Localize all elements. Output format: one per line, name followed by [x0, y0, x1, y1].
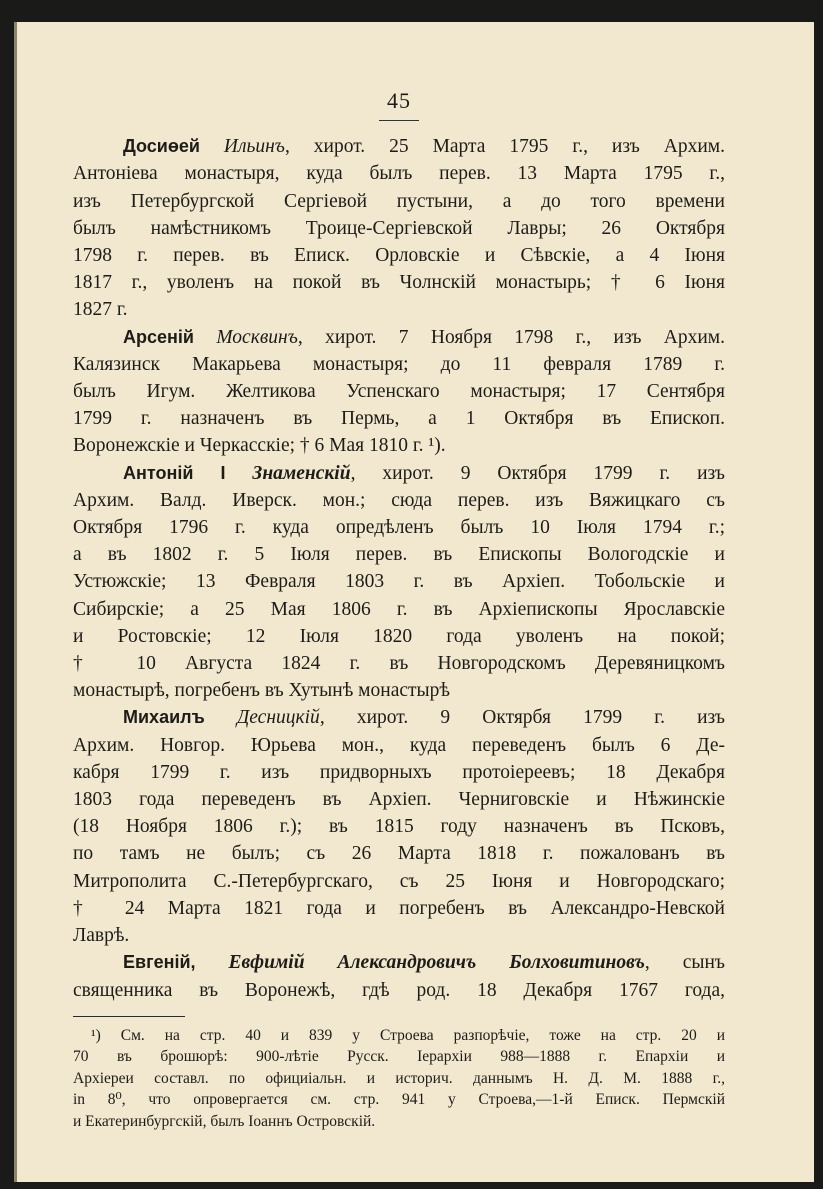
footnote-line: in 8⁰, что опровергается см. стр. 941 у Строева,—1-й Еписк. Пермскій	[73, 1091, 725, 1109]
entry-surname: Евфимій Александровичъ Болховитиновъ	[228, 952, 645, 974]
entry-line: Антоній I Знаменскій, хирот. 9 Октября 1799 г. изъ	[123, 462, 725, 484]
entry-arsenii	[73, 324, 725, 460]
entry-line: Воронежскіе и Черкасскіе; † 6 Мая 1810 г. ¹).	[73, 435, 446, 457]
entry-surname: Знаменскій	[252, 462, 351, 484]
footnote-separator	[73, 1016, 185, 1017]
footnote-line: Архіереи составл. по официіальн. и историч. даннымъ Н. Д. М. 1888 г.,	[73, 1069, 725, 1087]
entry-line: монастырѣ, погребенъ въ Хутынѣ монастырѣ	[73, 680, 450, 702]
entry-line: 1799 г. назначенъ въ Пермь, а 1 Октября въ Епископ.	[73, 408, 725, 430]
entry-line: былъ Игум. Желтикова Успенскаго монастыря; 17 Сентября	[73, 381, 725, 403]
footnote	[73, 1025, 725, 1133]
entry-line: Архим. Новгор. Юрьева мон., куда переведенъ былъ 6 Де-	[73, 734, 725, 756]
entry-line: Досиөей Ильинъ, хирот. 25 Марта 1795 г., изъ Архим.	[123, 136, 725, 158]
page-number-rule	[379, 120, 419, 121]
entry-line: Архим. Валд. Иверск. мон.; сюда перев. изъ Вяжицкаго съ	[73, 489, 725, 511]
page-number: 45	[387, 88, 411, 113]
entry-surname: Ильинъ	[223, 136, 285, 158]
entry-surname: Десницкій	[236, 707, 320, 729]
entry-line: Лаврѣ.	[73, 925, 130, 947]
entry-line: 1803 года переведенъ въ Архіеп. Черниговскіе и Нѣжинскіе	[73, 789, 725, 811]
entry-line: былъ намѣстникомъ Троице-Сергіевской Лавры; 26 Октября	[73, 217, 725, 239]
entry-line: Октября 1796 г. куда опредѣленъ былъ 10 Іюля 1794 г.;	[73, 517, 725, 539]
footnote-line: 70 въ брошюрѣ: 900-лѣтіе Русск. Іерархіи 988—1888 г. Епархіи и	[73, 1048, 725, 1066]
entry-line: а въ 1802 г. 5 Іюля перев. въ Епископы Вологодскіе и	[73, 544, 725, 566]
entry-line: 1817 г., уволенъ на покой въ Чолнскій монастырь; † 6 Іюня	[73, 272, 725, 294]
entry-line: священника въ Воронежѣ, гдѣ род. 18 Декабря 1767 года,	[73, 979, 725, 1001]
entry-name: Михаилъ	[123, 707, 205, 728]
entry-mikhail	[73, 704, 725, 949]
entry-dosifei	[73, 133, 725, 323]
footnote-line: и Екатеринбургскій, былъ Іоаннъ Островскій.	[73, 1112, 376, 1130]
entry-line: Устюжскіе; 13 Февраля 1803 г. въ Архіеп. Тобольскіе и	[73, 571, 725, 593]
entry-line: Митрополита С.-Петербургскаго, съ 25 Іюня и Новгородскаго;	[73, 870, 725, 892]
entry-surname: Москвинъ	[216, 326, 298, 348]
entry-line: Антоніева монастыря, куда былъ перев. 13 Марта 1795 г.,	[73, 163, 725, 185]
entry-name: Досиөей	[123, 136, 200, 157]
entry-antonii	[73, 460, 725, 705]
page-text	[73, 87, 725, 1132]
footnote-line: ¹) См. на стр. 40 и 839 у Строева разпорѣчіе, тоже на стр. 20 и	[91, 1026, 725, 1044]
entry-line: изъ Петербургской Сергіевой пустыни, а до того времени	[73, 190, 725, 212]
entry-line: Михаилъ Десницкій, хирот. 9 Октярбя 1799 г. изъ	[123, 707, 726, 729]
entry-line: кабря 1799 г. изъ придворныхъ протоіереевъ; 18 Декабря	[73, 761, 725, 783]
entry-line: Евгеній, Евфимій Александровичъ Болховитиновъ, сынъ	[123, 952, 726, 974]
entry-name: Арсеній	[123, 326, 194, 347]
entry-line: † 10 Августа 1824 г. въ Новгородскомъ Деревяницкомъ	[73, 653, 725, 675]
book-page	[14, 22, 814, 1182]
entry-line: Сибирскіе; а 25 Мая 1806 г. въ Архіепископы Ярославскіе	[73, 598, 725, 620]
entry-evgenii	[73, 949, 725, 1003]
entry-name: Антоній I	[123, 462, 226, 483]
entry-line: (18 Ноября 1806 г.); въ 1815 году назначенъ въ Псковъ,	[73, 816, 725, 838]
entry-line: 1827 г.	[73, 299, 128, 321]
entry-line: Арсеній Москвинъ, хирот. 7 Ноября 1798 г., изъ Архим.	[123, 326, 726, 348]
entry-line: † 24 Марта 1821 года и погребенъ въ Александро-Невской	[73, 897, 725, 919]
entry-line: и Ростовскіе; 12 Іюля 1820 года уволенъ на покой;	[73, 625, 725, 647]
entry-line: по тамъ не былъ; съ 26 Марта 1818 г. пожалованъ въ	[73, 843, 725, 865]
entry-line: 1798 г. перев. въ Еписк. Орловскіе и Сѣвскіе, а 4 Іюня	[73, 245, 725, 267]
entry-name: Евгеній,	[123, 952, 196, 973]
entry-line: Калязинск Макарьева монастыря; до 11 февраля 1789 г.	[73, 353, 725, 375]
